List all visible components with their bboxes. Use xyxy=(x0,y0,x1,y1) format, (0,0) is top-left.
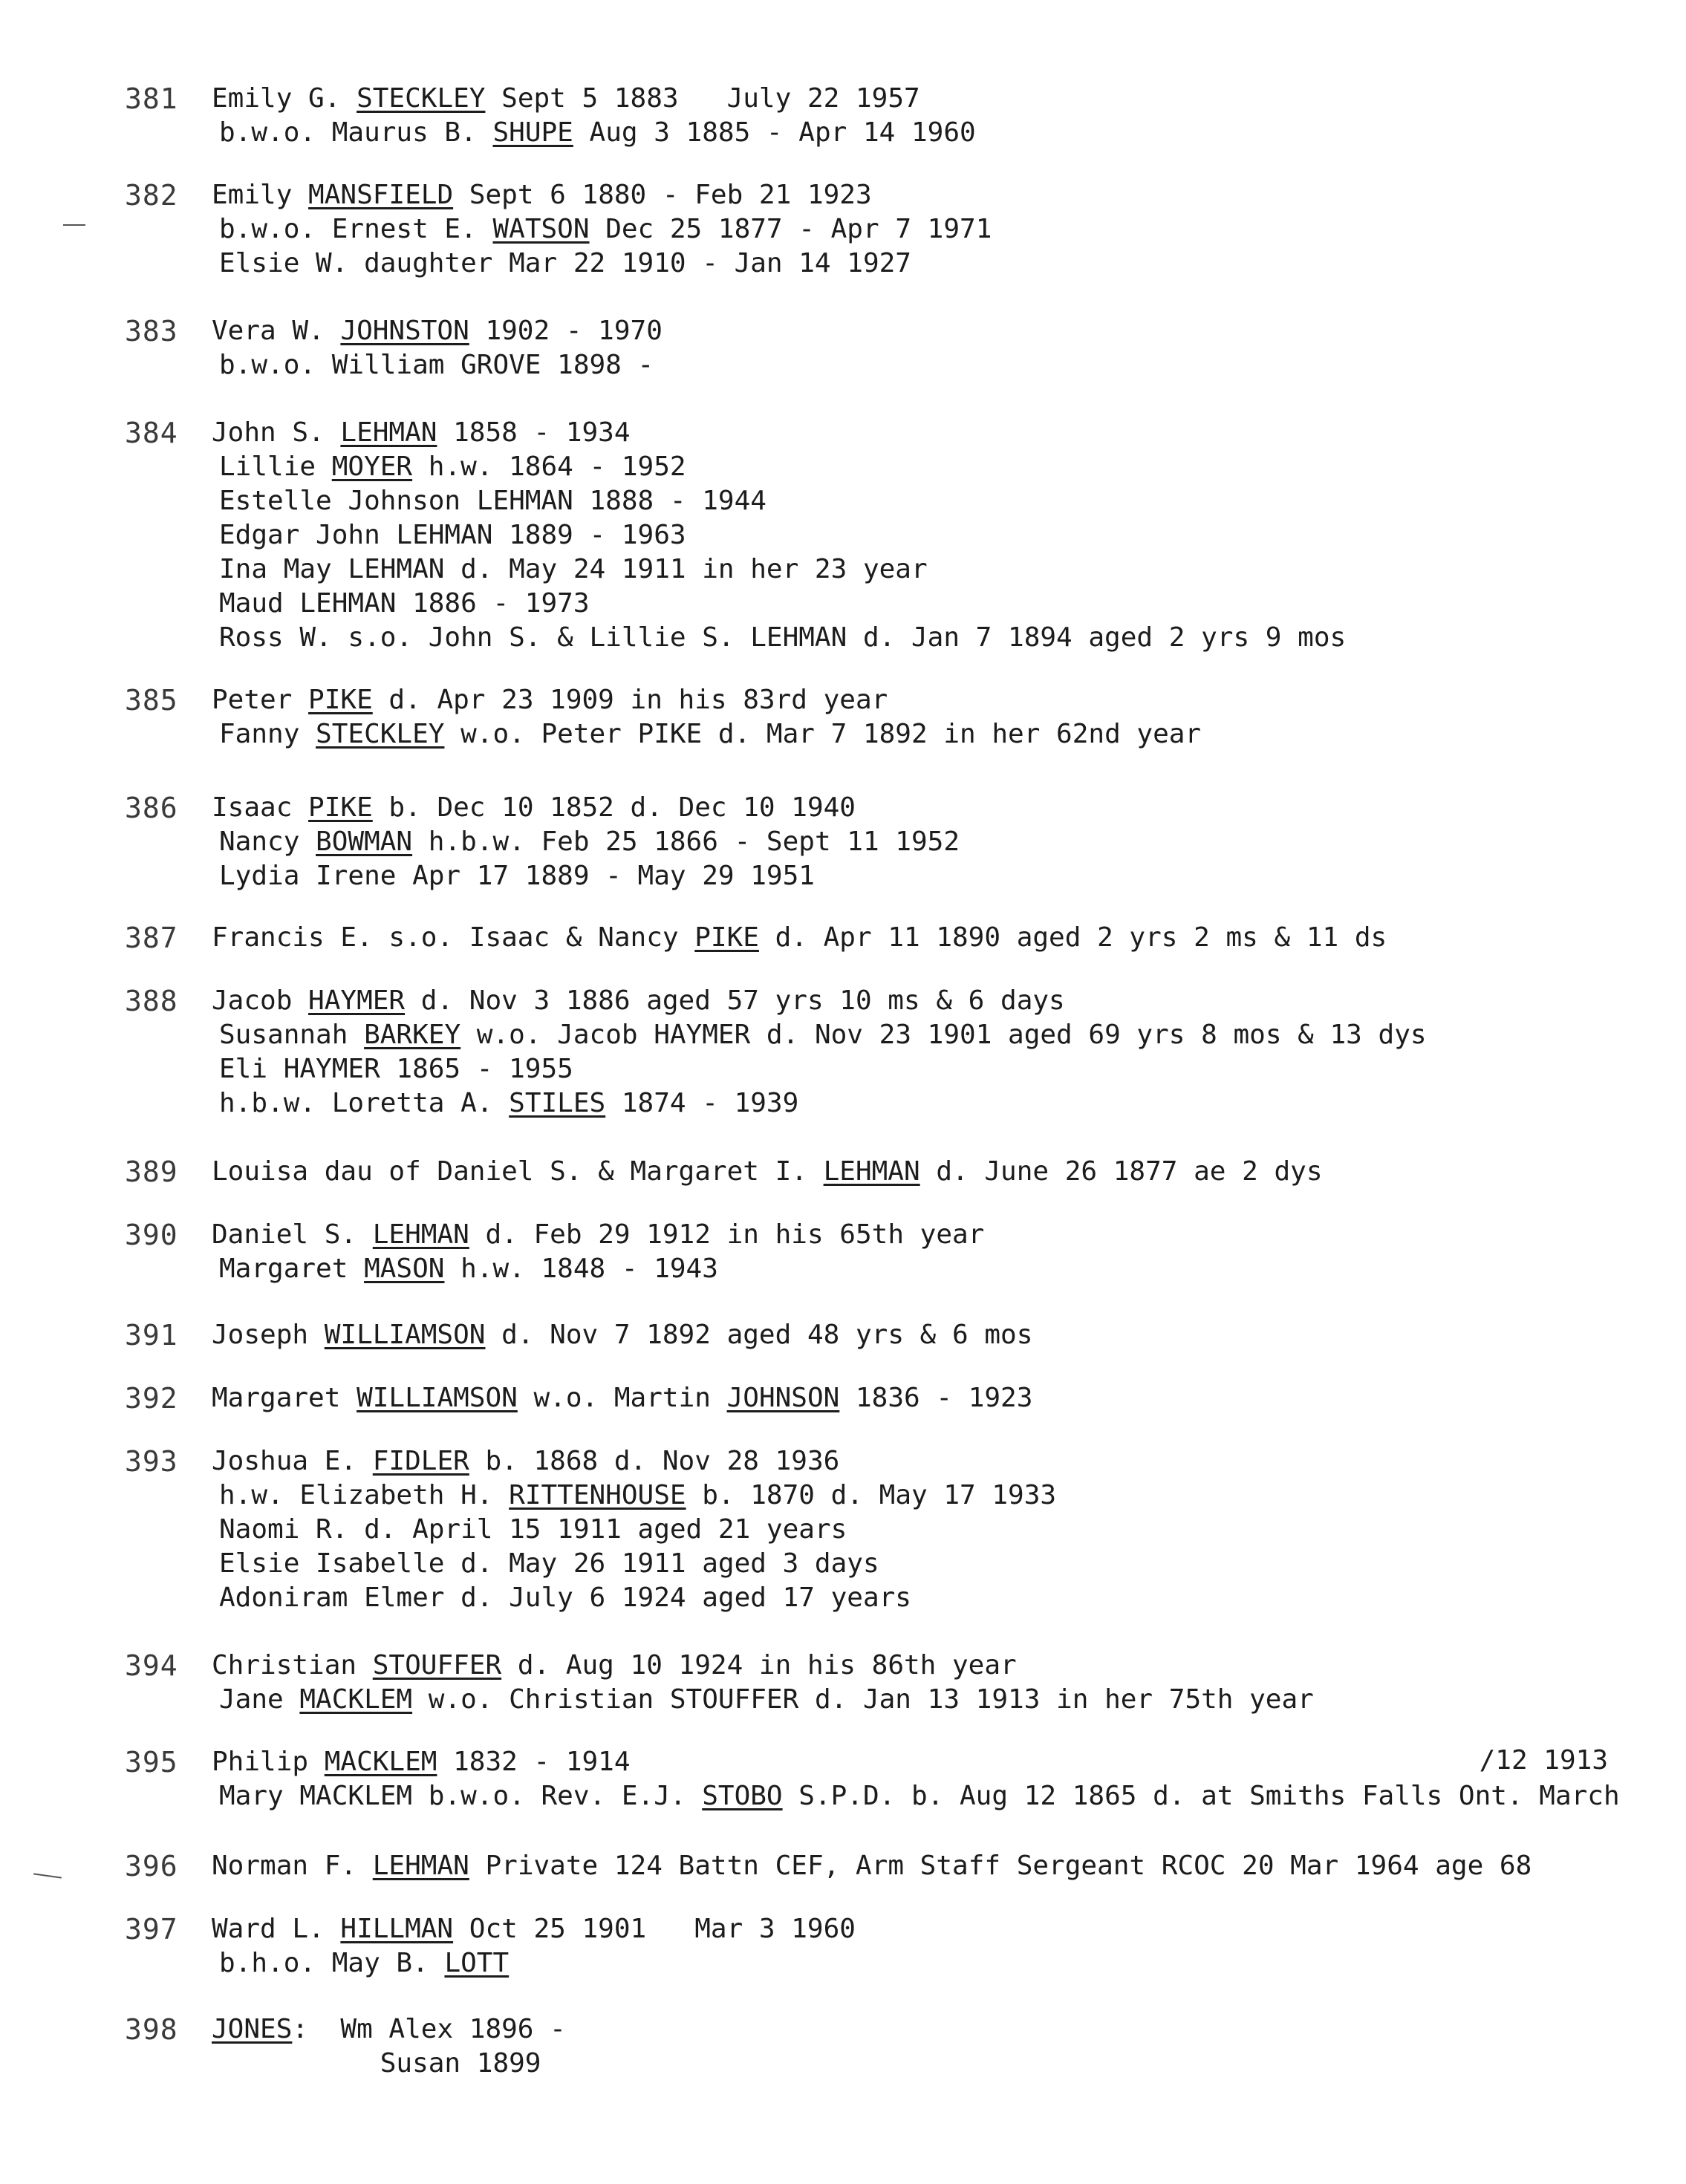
entry-lines xyxy=(212,314,1682,382)
surname-underlined: MOYER xyxy=(331,452,413,482)
entry-line xyxy=(212,484,1682,518)
line-text: Margaret xyxy=(219,1254,365,1284)
entry-lines xyxy=(212,921,1682,955)
entry-line xyxy=(212,1318,1682,1352)
entry-lines xyxy=(212,1444,1682,1615)
line-text: Isaac xyxy=(212,792,309,823)
line-text: Vera W. xyxy=(212,316,341,346)
line-text: d. Nov 7 1892 aged 48 yrs & 6 mos xyxy=(485,1320,1033,1350)
line-text: 1874 - 1939 xyxy=(605,1088,799,1118)
entry-line xyxy=(212,450,1682,484)
surname-underlined: STOBO xyxy=(702,1781,783,1811)
surname-underlined: MANSFIELD xyxy=(308,180,454,210)
entry-lines xyxy=(212,1318,1682,1352)
line-text: Emily xyxy=(212,180,309,210)
line-text: Joseph xyxy=(212,1320,325,1350)
entry-line xyxy=(212,1779,1682,1813)
entry-line xyxy=(212,1018,1682,1052)
surname-underlined: HILLMAN xyxy=(340,1914,454,1944)
entry-line xyxy=(212,1086,1682,1121)
entry-line xyxy=(212,518,1682,552)
surname-underlined: STOUFFER xyxy=(372,1650,502,1681)
line-text: Adoniram Elmer d. July 6 1924 aged 17 years xyxy=(219,1582,911,1613)
entry-line xyxy=(212,1252,1682,1286)
line-text: Daniel S. xyxy=(212,1219,373,1250)
entry-lines xyxy=(212,1849,1682,1883)
surname-underlined: WATSON xyxy=(492,214,590,244)
entry-lines xyxy=(212,1381,1682,1415)
entry-line xyxy=(212,1581,1682,1615)
entry-line xyxy=(212,717,1682,752)
entry-number: 386 xyxy=(125,792,178,824)
entry-lines xyxy=(212,2012,1682,2081)
line-text: h.b.w. Feb 25 1866 - Sept 11 1952 xyxy=(412,827,960,857)
line-text: b.w.o. William GROVE 1898 - xyxy=(219,350,654,380)
entry-line xyxy=(212,2047,1682,2081)
surname-underlined: MACKLEM xyxy=(299,1684,413,1715)
entry-lines xyxy=(212,1218,1682,1286)
entry-number: 387 xyxy=(125,922,178,954)
continuation-note: /12 1913 xyxy=(1479,1745,1608,1776)
line-text: Eli HAYMER 1865 - 1955 xyxy=(219,1054,573,1084)
entry-line xyxy=(212,1381,1682,1415)
line-text: Dec 25 1877 - Apr 7 1971 xyxy=(589,214,992,244)
surname-underlined: JONES xyxy=(212,2014,293,2044)
line-text: Maud LEHMAN 1886 - 1973 xyxy=(219,588,590,619)
surname-underlined: HAYMER xyxy=(308,985,406,1016)
entry-number: 390 xyxy=(125,1219,178,1251)
entry-line xyxy=(212,984,1682,1018)
surname-underlined: LEHMAN xyxy=(372,1851,469,1881)
surname-underlined: JOHNSTON xyxy=(340,316,469,346)
surname-underlined: LEHMAN xyxy=(372,1219,469,1250)
entry-number: 395 xyxy=(125,1746,178,1779)
entry-line xyxy=(212,82,1682,116)
entry-number: 398 xyxy=(125,2013,178,2046)
line-text: Jane xyxy=(219,1684,300,1715)
entry-lines xyxy=(212,1745,1682,1813)
margin-mark-top xyxy=(63,224,85,226)
entry-line xyxy=(212,1849,1682,1883)
entry-line xyxy=(212,416,1682,450)
entry-line xyxy=(212,587,1682,621)
surname-underlined: LOTT xyxy=(444,1948,510,1978)
line-text: Louisa dau of Daniel S. & Margaret I. xyxy=(212,1156,824,1187)
line-text: 1832 - 1914 xyxy=(437,1747,631,1777)
line-text: : Wm Alex 1896 - xyxy=(292,2014,566,2044)
line-text: Francis E. s.o. Isaac & Nancy xyxy=(212,922,695,953)
line-text: b. 1868 d. Nov 28 1936 xyxy=(469,1446,840,1476)
line-text: Nancy xyxy=(219,827,316,857)
surname-underlined: WILLIAMSON xyxy=(357,1383,518,1413)
line-text: Fanny xyxy=(219,719,316,749)
line-text: Sept 6 1880 - Feb 21 1923 xyxy=(453,180,872,210)
entry-line xyxy=(212,921,1682,955)
entry-line xyxy=(212,1155,1682,1189)
entry-lines xyxy=(212,178,1682,281)
entry-line xyxy=(212,314,1682,348)
entry-lines xyxy=(212,1155,1682,1189)
surname-underlined: PIKE xyxy=(308,792,373,823)
line-text: Edgar John LEHMAN 1889 - 1963 xyxy=(219,520,686,550)
entry-line xyxy=(212,348,1682,382)
line-text: S.P.D. b. Aug 12 1865 d. at Smiths Falls Ont. March xyxy=(782,1781,1620,1811)
line-text: b.w.o. Maurus B. xyxy=(219,117,493,148)
line-text: h.w. Elizabeth H. xyxy=(219,1480,510,1510)
line-text: Susannah xyxy=(219,1020,365,1050)
entry-number: 391 xyxy=(125,1319,178,1352)
entry-number: 396 xyxy=(125,1850,178,1883)
line-text: w.o. Peter PIKE d. Mar 7 1892 in her 62nd year xyxy=(444,719,1202,749)
surname-underlined: SHUPE xyxy=(492,117,573,148)
line-text: Norman F. xyxy=(212,1851,373,1881)
line-text: 1836 - 1923 xyxy=(839,1383,1033,1413)
surname-underlined: LEHMAN xyxy=(340,417,437,448)
entry-number: 384 xyxy=(125,417,178,449)
line-text: w.o. Martin xyxy=(517,1383,727,1413)
line-text: d. June 26 1877 ae 2 dys xyxy=(920,1156,1323,1187)
line-text: b.w.o. Ernest E. xyxy=(219,214,493,244)
entry-number: 389 xyxy=(125,1155,178,1188)
entry-line xyxy=(212,1513,1682,1547)
line-text: Elsie W. daughter Mar 22 1910 - Jan 14 1927 xyxy=(219,248,911,278)
line-text: 1858 - 1934 xyxy=(437,417,631,448)
entry-number: 385 xyxy=(125,684,178,717)
entry-line xyxy=(212,247,1682,281)
entry-lines xyxy=(212,791,1682,893)
line-text: b.h.o. May B. xyxy=(219,1948,445,1978)
entry-line xyxy=(212,1052,1682,1086)
line-text: Lillie xyxy=(219,452,332,482)
line-text: Lydia Irene Apr 17 1889 - May 29 1951 xyxy=(219,861,815,891)
line-text: Sept 5 1883 July 22 1957 xyxy=(485,83,920,114)
line-text: d. Feb 29 1912 in his 65th year xyxy=(469,1219,985,1250)
entry-line xyxy=(212,552,1682,587)
line-text: Philip xyxy=(212,1747,325,1777)
line-text: d. Aug 10 1924 in his 86th year xyxy=(501,1650,1017,1681)
line-text: w.o. Christian STOUFFER d. Jan 13 1913 in her 75th year xyxy=(412,1684,1314,1715)
entry-line xyxy=(212,1946,1682,1981)
line-text: Ward L. xyxy=(212,1914,341,1944)
entry-line xyxy=(212,825,1682,859)
entry-lines xyxy=(212,1649,1682,1717)
surname-underlined: WILLIAMSON xyxy=(324,1320,486,1350)
line-text: d. Nov 3 1886 aged 57 yrs 10 ms & 6 days xyxy=(405,985,1065,1016)
entry-line xyxy=(212,683,1682,717)
line-text: w.o. Jacob HAYMER d. Nov 23 1901 aged 69 yrs 8 mos & 13 dys xyxy=(460,1020,1427,1050)
surname-underlined: STECKLEY xyxy=(357,83,486,114)
entry-line xyxy=(212,178,1682,212)
line-text: b. 1870 d. May 17 1933 xyxy=(686,1480,1057,1510)
entry-line xyxy=(212,791,1682,825)
line-text: Susan 1899 xyxy=(219,2048,541,2079)
surname-underlined: STECKLEY xyxy=(316,719,445,749)
entry-line xyxy=(212,212,1682,247)
line-text: Naomi R. d. April 15 1911 aged 21 years xyxy=(219,1514,847,1545)
surname-underlined: BARKEY xyxy=(364,1020,461,1050)
surname-underlined: MASON xyxy=(364,1254,445,1284)
line-text: Christian xyxy=(212,1650,373,1681)
line-text: Aug 3 1885 - Apr 14 1960 xyxy=(573,117,976,148)
entry-lines xyxy=(212,1912,1682,1981)
entry-number: 388 xyxy=(125,985,178,1017)
entry-line xyxy=(212,859,1682,893)
entry-line xyxy=(212,1479,1682,1513)
line-text: Mary MACKLEM b.w.o. Rev. E.J. xyxy=(219,1781,703,1811)
line-text: Ross W. s.o. John S. & Lillie S. LEHMAN d. Jan 7 1894 aged 2 yrs 9 mos xyxy=(219,622,1347,653)
entry-number: 392 xyxy=(125,1382,178,1415)
entry-number: 393 xyxy=(125,1445,178,1478)
surname-underlined: PIKE xyxy=(308,685,373,715)
line-text: Elsie Isabelle d. May 26 1911 aged 3 days xyxy=(219,1548,879,1579)
entry-number: 381 xyxy=(125,82,178,115)
line-text: h.b.w. Loretta A. xyxy=(219,1088,510,1118)
line-text: Joshua E. xyxy=(212,1446,373,1476)
surname-underlined: FIDLER xyxy=(372,1446,469,1476)
surname-underlined: STILES xyxy=(509,1088,606,1118)
entry-line xyxy=(212,1912,1682,1946)
line-text: Ina May LEHMAN d. May 24 1911 in her 23 year xyxy=(219,554,928,584)
entry-line xyxy=(212,1547,1682,1581)
entry-lines xyxy=(212,683,1682,752)
line-text: Emily G. xyxy=(212,83,357,114)
entry-lines xyxy=(212,416,1682,655)
entry-line xyxy=(212,1745,1682,1779)
line-text: John S. xyxy=(212,417,341,448)
surname-underlined: LEHMAN xyxy=(823,1156,920,1187)
entry-lines xyxy=(212,984,1682,1121)
entry-line xyxy=(212,2012,1682,2047)
surname-underlined: PIKE xyxy=(694,922,759,953)
line-text: d. Apr 23 1909 in his 83rd year xyxy=(372,685,888,715)
entry-line xyxy=(212,621,1682,655)
entry-line xyxy=(212,1218,1682,1252)
surname-underlined: MACKLEM xyxy=(324,1747,437,1777)
line-text: Oct 25 1901 Mar 3 1960 xyxy=(453,1914,856,1944)
surname-underlined: JOHNSON xyxy=(726,1383,840,1413)
surname-underlined: BOWMAN xyxy=(316,827,413,857)
line-text: Estelle Johnson LEHMAN 1888 - 1944 xyxy=(219,486,766,516)
line-text: Peter xyxy=(212,685,309,715)
line-text: d. Apr 11 1890 aged 2 yrs 2 ms & 11 ds xyxy=(758,922,1387,953)
entry-number: 394 xyxy=(125,1649,178,1682)
surname-underlined: RITTENHOUSE xyxy=(509,1480,686,1510)
entry-number: 397 xyxy=(125,1913,178,1946)
entry-lines xyxy=(212,82,1682,150)
line-text: 1902 - 1970 xyxy=(469,316,663,346)
line-text: Private 124 Battn CEF, Arm Staff Sergeant RCOC 20 Mar 1964 age 68 xyxy=(469,1851,1532,1881)
line-text: Margaret xyxy=(212,1383,357,1413)
entry-line xyxy=(212,116,1682,150)
line-text: h.w. 1848 - 1943 xyxy=(444,1254,718,1284)
entry-line xyxy=(212,1444,1682,1479)
entry-line xyxy=(212,1683,1682,1717)
line-text: h.w. 1864 - 1952 xyxy=(412,452,686,482)
entry-number: 383 xyxy=(125,315,178,348)
entry-number: 382 xyxy=(125,179,178,212)
entry-line xyxy=(212,1649,1682,1683)
line-text: Jacob xyxy=(212,985,309,1016)
line-text: b. Dec 10 1852 d. Dec 10 1940 xyxy=(372,792,856,823)
margin-mark-bottom xyxy=(33,1873,62,1878)
